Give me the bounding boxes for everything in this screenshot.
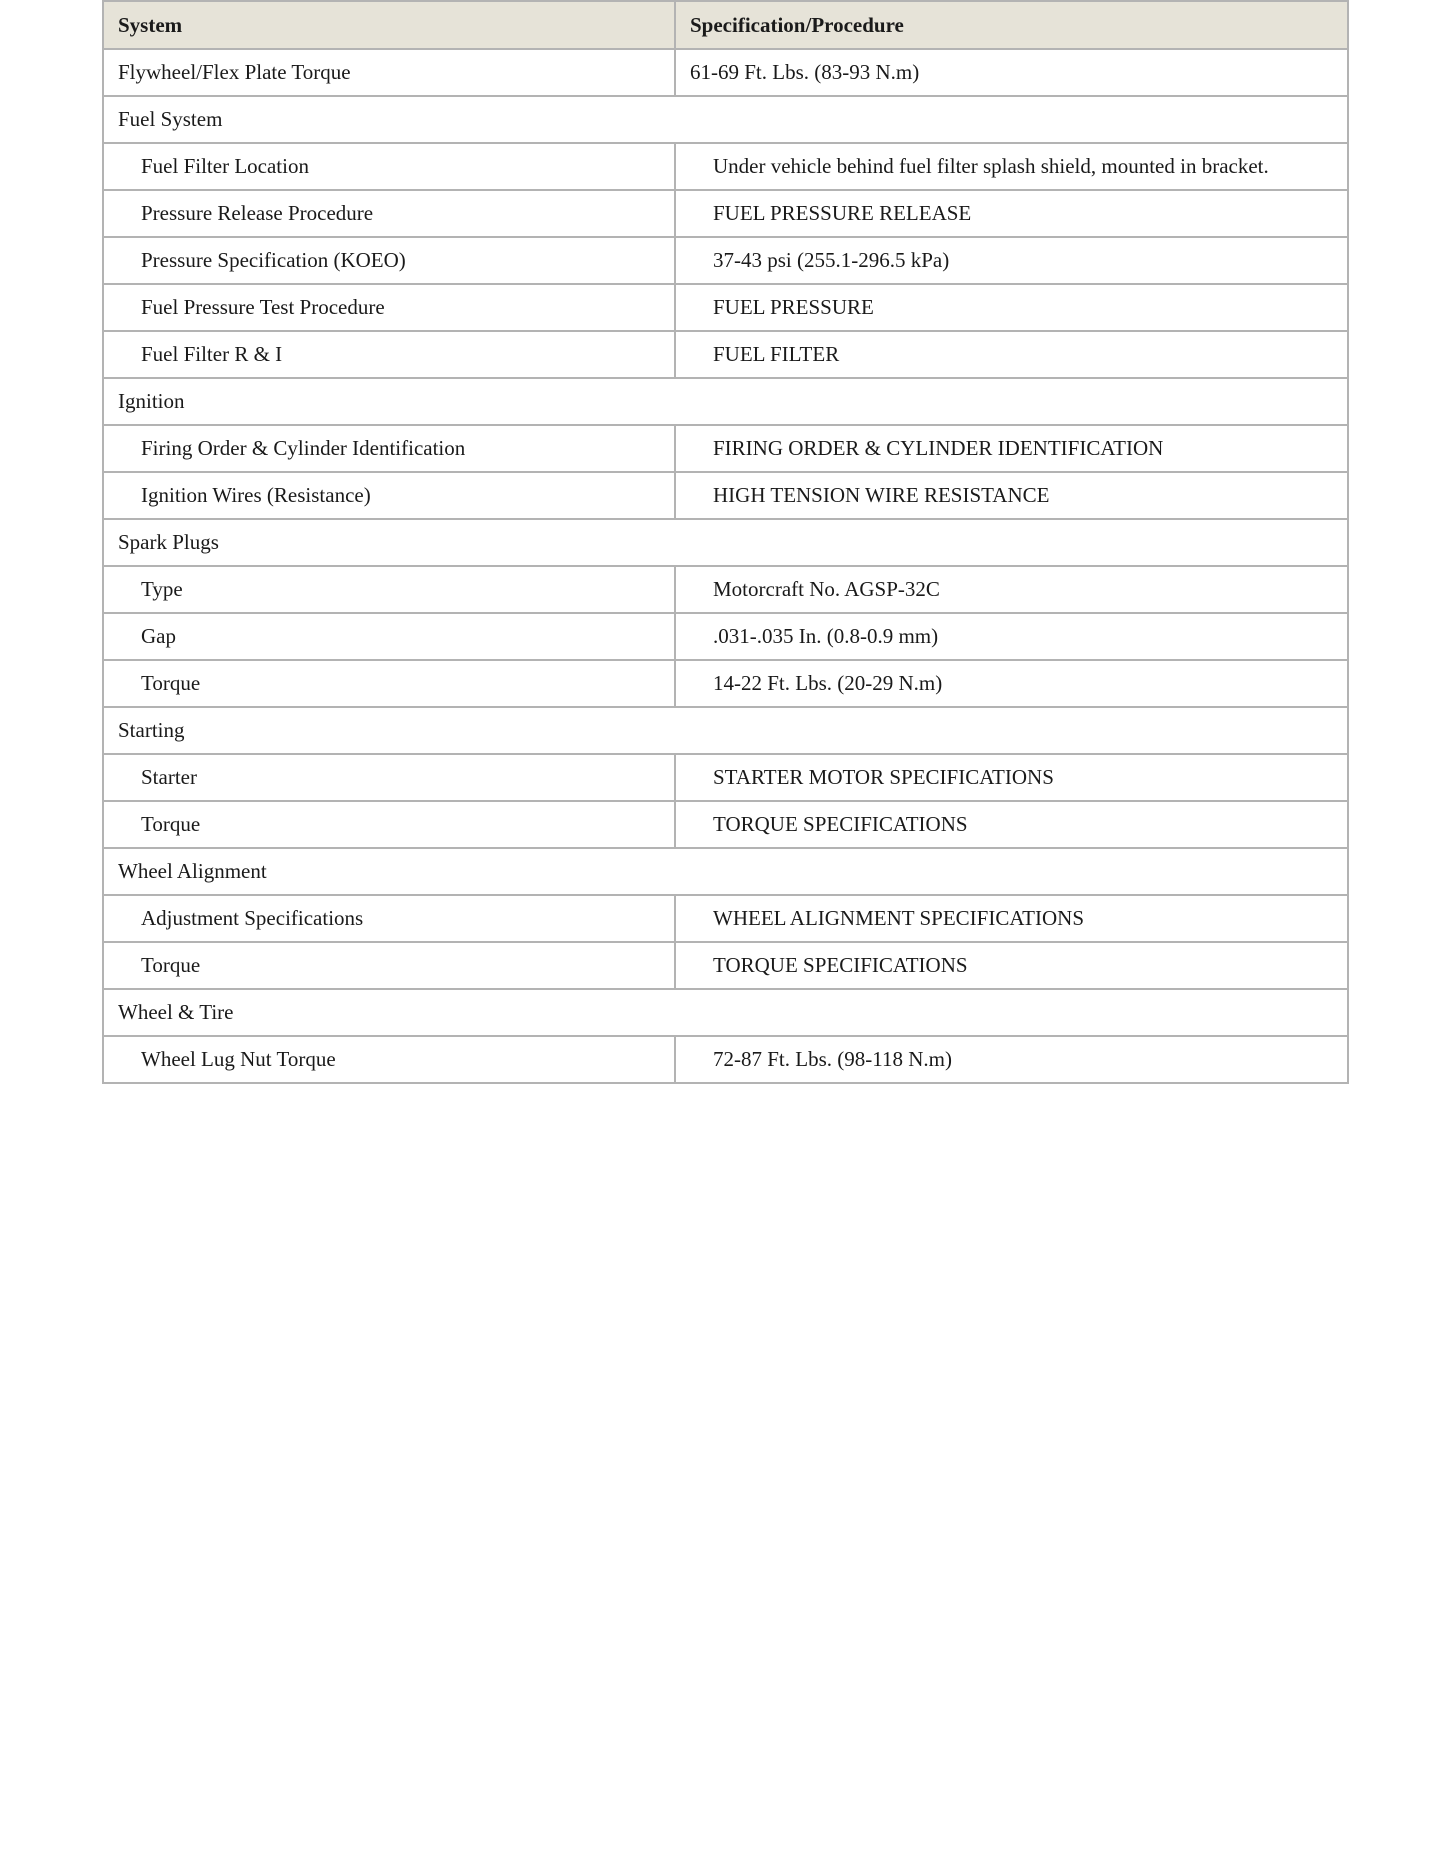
table-row bbox=[103, 1036, 1348, 1083]
system-cell: Flywheel/Flex Plate Torque bbox=[103, 49, 675, 96]
system-cell: Firing Order & Cylinder Identification bbox=[103, 425, 675, 472]
specification-cell: 61-69 Ft. Lbs. (83-93 N.m) bbox=[675, 49, 1348, 96]
specifications-table bbox=[102, 0, 1349, 1084]
system-cell: Wheel Lug Nut Torque bbox=[103, 1036, 675, 1083]
group-name: Ignition bbox=[103, 378, 1348, 425]
system-cell: Fuel Filter Location bbox=[103, 143, 675, 190]
system-cell: Adjustment Specifications bbox=[103, 895, 675, 942]
specification-cell: 37-43 psi (255.1-296.5 kPa) bbox=[675, 237, 1348, 284]
system-cell: Starter bbox=[103, 754, 675, 801]
group-name: Fuel System bbox=[103, 96, 1348, 143]
specification-cell: .031-.035 In. (0.8-0.9 mm) bbox=[675, 613, 1348, 660]
table-row bbox=[103, 143, 1348, 190]
specification-cell: FUEL PRESSURE bbox=[675, 284, 1348, 331]
system-cell: Fuel Pressure Test Procedure bbox=[103, 284, 675, 331]
table-row bbox=[103, 190, 1348, 237]
specification-cell: 72-87 Ft. Lbs. (98-118 N.m) bbox=[675, 1036, 1348, 1083]
table-row bbox=[103, 284, 1348, 331]
table-header-row bbox=[103, 1, 1348, 49]
specification-cell: Motorcraft No. AGSP-32C bbox=[675, 566, 1348, 613]
specification-cell: FIRING ORDER & CYLINDER IDENTIFICATION bbox=[675, 425, 1348, 472]
table-row bbox=[103, 660, 1348, 707]
table-group-row bbox=[103, 989, 1348, 1036]
specification-cell: FUEL FILTER bbox=[675, 331, 1348, 378]
header-system: System bbox=[103, 1, 675, 49]
table-row bbox=[103, 49, 1348, 96]
specification-cell: STARTER MOTOR SPECIFICATIONS bbox=[675, 754, 1348, 801]
table-row bbox=[103, 566, 1348, 613]
specification-cell: TORQUE SPECIFICATIONS bbox=[675, 942, 1348, 989]
system-cell: Pressure Release Procedure bbox=[103, 190, 675, 237]
table-row bbox=[103, 613, 1348, 660]
system-cell: Torque bbox=[103, 942, 675, 989]
table-row bbox=[103, 237, 1348, 284]
specification-cell: WHEEL ALIGNMENT SPECIFICATIONS bbox=[675, 895, 1348, 942]
specification-cell: Under vehicle behind fuel filter splash shield, mounted in bracket. bbox=[675, 143, 1348, 190]
table-row bbox=[103, 754, 1348, 801]
specification-cell: TORQUE SPECIFICATIONS bbox=[675, 801, 1348, 848]
system-cell: Pressure Specification (KOEO) bbox=[103, 237, 675, 284]
system-cell: Ignition Wires (Resistance) bbox=[103, 472, 675, 519]
table-group-row bbox=[103, 848, 1348, 895]
specification-cell: HIGH TENSION WIRE RESISTANCE bbox=[675, 472, 1348, 519]
table-row bbox=[103, 472, 1348, 519]
table-row bbox=[103, 942, 1348, 989]
system-cell: Torque bbox=[103, 660, 675, 707]
system-cell: Gap bbox=[103, 613, 675, 660]
table-group-row bbox=[103, 96, 1348, 143]
header-specification-procedure: Specification/Procedure bbox=[675, 1, 1348, 49]
group-name: Spark Plugs bbox=[103, 519, 1348, 566]
table-body bbox=[103, 49, 1348, 1083]
table-group-row bbox=[103, 378, 1348, 425]
group-name: Wheel Alignment bbox=[103, 848, 1348, 895]
table-group-row bbox=[103, 519, 1348, 566]
table-row bbox=[103, 425, 1348, 472]
table-row bbox=[103, 331, 1348, 378]
system-cell: Fuel Filter R & I bbox=[103, 331, 675, 378]
table-row bbox=[103, 801, 1348, 848]
group-name: Wheel & Tire bbox=[103, 989, 1348, 1036]
specification-cell: 14-22 Ft. Lbs. (20-29 N.m) bbox=[675, 660, 1348, 707]
table-group-row bbox=[103, 707, 1348, 754]
specification-cell: FUEL PRESSURE RELEASE bbox=[675, 190, 1348, 237]
system-cell: Torque bbox=[103, 801, 675, 848]
system-cell: Type bbox=[103, 566, 675, 613]
table-row bbox=[103, 895, 1348, 942]
group-name: Starting bbox=[103, 707, 1348, 754]
